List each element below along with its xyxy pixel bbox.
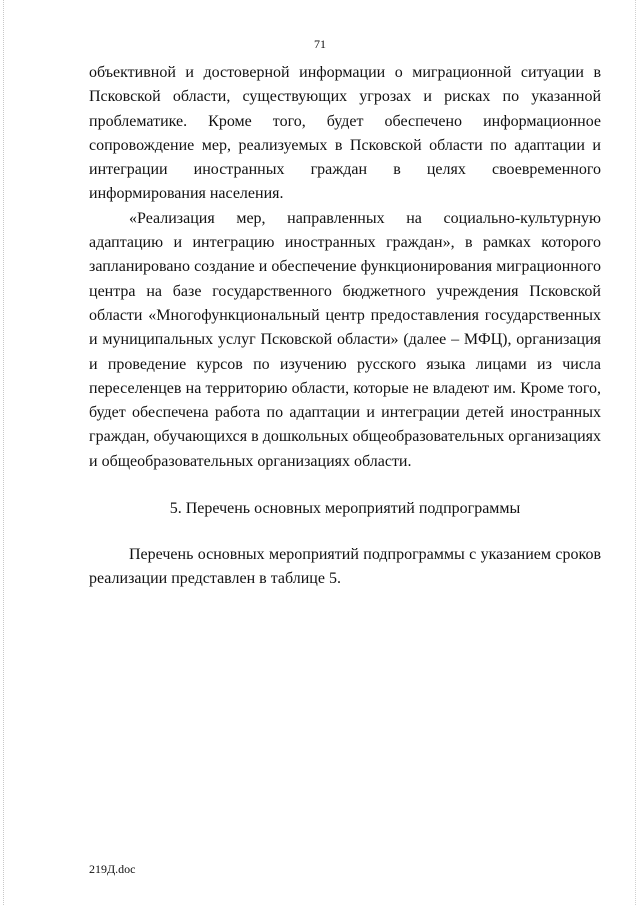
page-number: 71 <box>314 37 326 51</box>
scan-edge-left <box>3 0 4 905</box>
section-heading: 5. Перечень основных мероприятий подпрограммы <box>169 500 521 518</box>
paragraph-measures-list: Перечень основных мероприятий подпрограммы с указанием сроков реализации представлен в таблице 5. <box>89 546 601 588</box>
footer-filename: 219Д.doc <box>89 862 136 876</box>
paragraph-continuation: объективной и достоверной информации о миграционной ситуации в Псковской области, существующих угрозах и рисках по указанной проблематике. Кроме того, будет обеспечено информационное сопровождение мер, реализуемых в Псковской области по адаптации и интеграции иностранных граждан в целях своевременного информирования населения. <box>89 64 601 203</box>
document-body <box>89 61 601 592</box>
paragraph-sociocultural-adaptation: «Реализация мер, направленных на социально-культурную адаптацию и интеграцию иностранных граждан», в рамках которого запланировано создание и обеспечение функционирования миграционного центра на базе государственного бюджетного учреждения Псковской области «Многофункциональный центр предоставления государственных и муниципальных услуг Псковской области» (далее – МФЦ), организация и проведение курсов по изучению русского языка лицами из числа переселенцев на территорию области, которые не владеют им. Кроме того, будет обеспечена работа по адаптации и интеграции детей иностранных граждан, обучающихся в дошкольных общеобразовательных организациях и общеобразовательных организациях области. <box>89 209 601 470</box>
scan-edge-right <box>635 0 636 905</box>
